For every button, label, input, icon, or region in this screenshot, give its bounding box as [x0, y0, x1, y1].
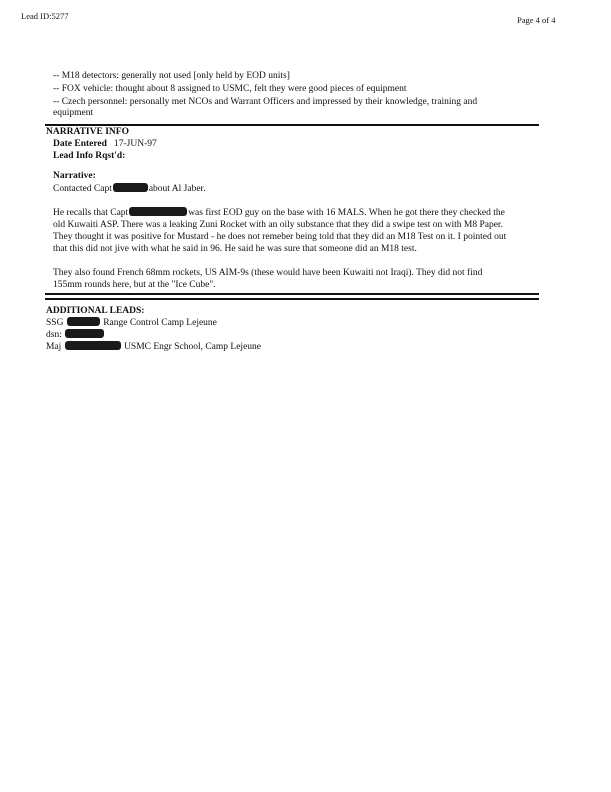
lead-item: [46, 329, 105, 341]
paragraph-line: old Kuwaiti ASP. There was a leaking Zuni Rocket with an oily substance that they did a swipe test on with M8 Paper.: [53, 220, 503, 230]
redaction-mark: [113, 183, 148, 192]
paragraph-line: that this did not jive with what he said in 96. He said he was sure that someone did an M18 test.: [53, 244, 417, 254]
bullet-m18: -- M18 detectors: generally not used [only held by EOD units]: [53, 71, 290, 81]
divider: [45, 293, 539, 295]
lead-item: [46, 341, 261, 353]
narrative-line1-end: about Al Jaber.: [148, 184, 206, 194]
page-number: Page 4 of 4: [517, 15, 556, 25]
lead-dsn: dsn:: [46, 330, 62, 340]
redaction-mark: [65, 341, 121, 350]
paragraph-line: They thought it was positive for Mustard - he does not remeber being told that they did an M18 Test on it. I pointed out: [53, 232, 507, 242]
additional-leads-heading: ADDITIONAL LEADS:: [46, 306, 145, 316]
bullet-czech-cont: equipment: [53, 108, 94, 118]
redaction-mark: [129, 207, 187, 216]
lead-rank: Maj: [46, 342, 62, 352]
redaction-mark: [65, 329, 104, 338]
date-entered-value: 17-JUN-97: [114, 139, 157, 149]
p2-start: He recalls that Capt: [53, 208, 129, 218]
date-entered-label: Date Entered: [53, 139, 107, 149]
divider: [45, 298, 539, 300]
redaction-mark: [67, 317, 100, 326]
lead-detail: USMC Engr School, Camp Lejeune: [124, 342, 262, 352]
narrative-label: Narrative:: [53, 171, 96, 181]
narrative-line1: [53, 183, 206, 195]
narrative-info-heading: NARRATIVE INFO: [46, 127, 129, 137]
paragraph-line: They also found French 68mm rockets, US AIM-9s (these would have been Kuwaiti not Iraqi). They did not find: [53, 268, 483, 278]
p2-end: was first EOD guy on the base with 16 MALS. When he got there they checked the: [188, 208, 505, 218]
narrative-line1-start: Contacted Capt: [53, 184, 112, 194]
paragraph-line: 155mm rounds here, but at the "Ice Cube".: [53, 280, 216, 290]
bullet-czech: -- Czech personnel: personally met NCOs and Warrant Officers and impressed by their knowledge, training and: [53, 97, 478, 107]
narrative-paragraph-2: [53, 267, 543, 291]
lead-detail: Range Control Camp Lejeune: [103, 318, 217, 328]
bullet-fox: -- FOX vehicle: thought about 8 assigned to USMC, felt they were good pieces of equipment: [53, 84, 407, 94]
narrative-paragraph-1: [53, 207, 543, 255]
lead-id: Lead ID:5277: [21, 11, 69, 21]
lead-item: [46, 317, 217, 329]
paragraph-line: [53, 207, 543, 219]
lead-info-label: Lead Info Rqst'd:: [53, 151, 126, 161]
lead-rank: SSG: [46, 318, 64, 328]
